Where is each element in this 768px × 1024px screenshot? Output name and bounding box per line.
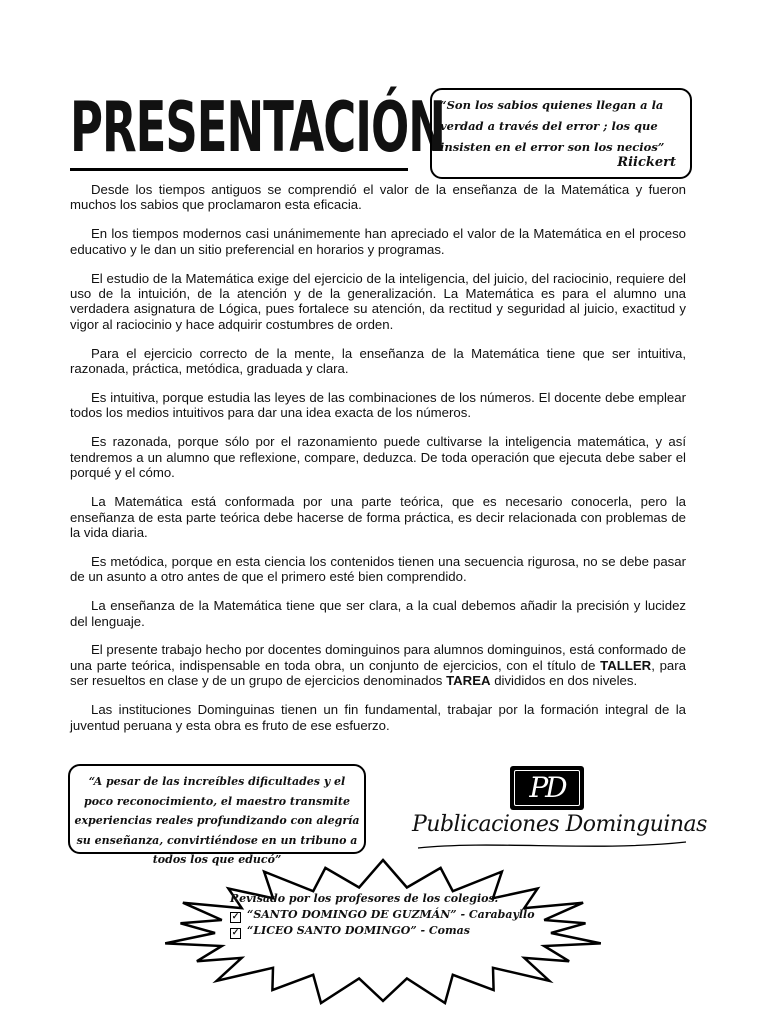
logo-monogram: PD [514, 770, 580, 806]
text-run: El presente trabajo hecho por docentes dominguinos para alumnos dominguinos, está conformado de una parte teórica, indispensable en toda obra, un conjunto de ejercicios, con el título de [70, 642, 686, 673]
text-run: Desde los tiempos antiguos se comprendió el valor de la enseñanza de la Matemática y fueron muchos los sabios que proclamaron esta eficacia. [70, 182, 686, 213]
checkbox-icon: ✓ [231, 928, 240, 938]
paragraph [70, 642, 686, 688]
text-run: En los tiempos modernos casi unánimemente han apreciado el valor de la Matemática en el proceso educativo y le dan un sitio preferencial en horarios y programas. [70, 226, 686, 257]
text-run: divididos en dos niveles. [490, 673, 638, 689]
epigraph-text: “Son los sabios quienes llegan a la verdad a través del error ; los que insisten en el error son los necios” [440, 98, 665, 154]
paragraph [70, 434, 686, 480]
paragraph [70, 598, 686, 629]
school-place: - Carabayllo [456, 908, 535, 921]
text-run: , para ser resueltos en clase y de un grupo de ejercicios denominados [70, 657, 686, 689]
paragraph [70, 494, 686, 540]
bold-term: TALLER [600, 657, 652, 673]
page-title: PRESENTACIÓN [70, 85, 445, 168]
publisher-swash-decoration [414, 838, 690, 852]
checkbox-icon: ✓ [231, 912, 240, 922]
paragraph [70, 390, 686, 421]
text-run: Las instituciones Dominguinas tienen un fin fundamental, trabajar por la formación integral de la juventud peruana y esta obra es fruto de ese esfuerzo. [70, 702, 686, 733]
review-heading: Revisado por los profesores de los colegios: [230, 892, 499, 905]
review-block [230, 891, 550, 939]
body-text [70, 182, 686, 746]
epigraph-box [430, 88, 692, 179]
teacher-quote-box [68, 764, 366, 867]
publisher-name: Publicaciones Dominguinas [412, 812, 707, 837]
teacher-quote-text: “A pesar de las increíbles dificultades y el poco reconocimiento, el maestro transmite experiencias reales profundizando con alegría su enseñanza, convirtiéndose en un tribuno a todos los que educó” [74, 775, 360, 867]
paragraph [70, 702, 686, 733]
text-run: Es razonada, porque sólo por el razonamiento puede cultivarse la inteligencia matemática, y así tendremos a un alumno que reflexione, compare, deduzca. De toda operación que ejecuta debe saber el porqué y el cómo. [70, 434, 686, 481]
school-place: - Comas [416, 924, 470, 937]
bold-term: TAREA [446, 673, 491, 689]
text-run: La Matemática está conformada por una parte teórica, que es necesario conocerla, pero la enseñanza de esta parte teórica debe hacerse de forma práctica, es decir relacionada con problemas de la vida diaria. [70, 494, 686, 540]
review-school-2 [230, 923, 550, 939]
epigraph-author: Riickert [617, 155, 676, 170]
paragraph [70, 182, 686, 213]
school-name: “LICEO SANTO DOMINGO” [247, 924, 417, 937]
review-school-1 [230, 907, 550, 923]
paragraph [70, 271, 686, 333]
text-run: Para el ejercicio correcto de la mente, la enseñanza de la Matemática tiene que ser intuitiva, razonada, práctica, metódica, graduada y clara. [70, 345, 686, 377]
paragraph [70, 346, 686, 377]
school-name: “SANTO DOMINGO DE GUZMÁN” [247, 908, 457, 921]
text-run: La enseñanza de la Matemática tiene que ser clara, a la cual debemos añadir la precisión y lucidez del lenguaje. [70, 598, 686, 629]
text-run: Es intuitiva, porque estudia las leyes de las combinaciones de los números. El docente debe emplear todos los medios intuitivos para dar una idea exacta de los números. [70, 390, 686, 421]
paragraph [70, 554, 686, 585]
paragraph [70, 226, 686, 257]
title-underline [70, 168, 408, 171]
text-run: El estudio de la Matemática exige del ejercicio de la inteligencia, del juicio, del raciocinio, requiere del uso de la intuición, de la atención y de la generalización. La Matemática es para el alumno una verdadera asignatura de Lógica, pues fortalece su atención, da rectitud y seguridad al juicio, exactitud y vigor al raciocinio y hace adquirir costumbres de orden. [70, 270, 686, 332]
publisher-logo [510, 766, 584, 810]
text-run: Es metódica, porque en esta ciencia los contenidos tienen una secuencia rigurosa, no se debe pasar de un asunto a otro antes de que el primero esté bien comprendido. [70, 553, 686, 585]
